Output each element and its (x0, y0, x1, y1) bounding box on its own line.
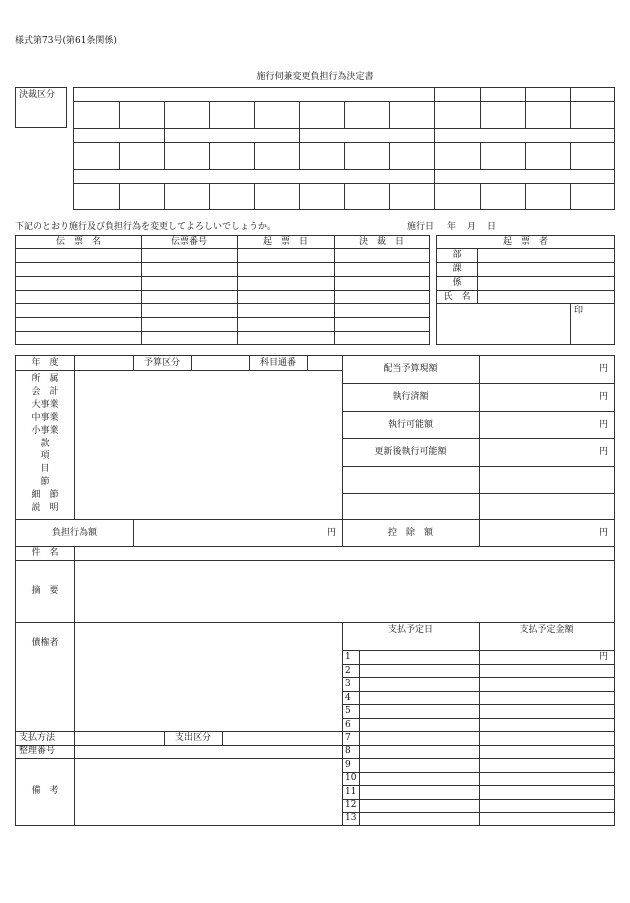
payment-row-2: 2 (345, 665, 351, 676)
executable-amount-label: 執行可能額 (387, 420, 433, 430)
payment-row-8: 8 (345, 746, 351, 756)
remarks-input[interactable] (74, 758, 341, 825)
execution-date-year: 年 (447, 222, 457, 232)
payment-row-3: 3 (345, 678, 351, 689)
budget-item-major-project: 大事業 (31, 399, 59, 410)
creditor-label: 債権者 (31, 638, 59, 648)
payment-row-7: 7 (345, 732, 351, 743)
subject-serial-label: 科目通番 (259, 357, 296, 368)
voucher-header-draft-date: 起 票 日 (262, 236, 308, 247)
payment-row-13: 13 (345, 813, 357, 823)
subject-input[interactable] (74, 547, 614, 560)
budget-item-affiliation: 所 属 (31, 374, 59, 384)
budget-item-accounting: 会 計 (31, 386, 59, 397)
payment-method-label: 支払方法 (19, 732, 56, 743)
burden-amount-currency[interactable]: 円 (326, 527, 336, 538)
execution-date-label: 施行日 (407, 222, 435, 232)
payment-row-12: 12 (345, 800, 357, 810)
drafter-dept: 部 (452, 250, 462, 260)
voucher-header-number: 伝票番号 (170, 236, 207, 247)
budget-item-medium-project: 中事業 (31, 412, 59, 423)
budget-item-moku: 目 (40, 464, 50, 475)
drafter-header: 起 票 者 (502, 236, 548, 247)
voucher-header-name: 伝 票 名 (55, 236, 101, 247)
subject-label: 件 名 (31, 548, 59, 558)
executed-amount-currency[interactable]: 円 (598, 392, 608, 402)
deduction-label: 控 除 額 (387, 527, 433, 538)
payment-row-6: 6 (345, 719, 351, 730)
payment-amount-header: 支払予定金額 (519, 624, 574, 635)
request-text: 下記のとおり施行及び負担行為を変更してよろしいでしょうか。 (15, 222, 277, 232)
budget-section (15, 355, 615, 547)
drafter-section: 課 (452, 264, 462, 274)
allocated-budget-currency[interactable]: 円 (598, 364, 608, 374)
allocated-budget-label: 配当予算現額 (383, 364, 438, 374)
voucher-header-approval-date: 決 裁 日 (358, 236, 404, 247)
summary-label: 摘 要 (31, 586, 59, 596)
fiscal-year-label: 年 度 (31, 357, 59, 368)
drafter-box (436, 235, 615, 345)
drafter-name-label: 氏 名 (443, 291, 471, 302)
expenditure-category-label: 支出区分 (174, 732, 211, 743)
payment-row-9: 9 (345, 759, 351, 770)
executed-amount-label: 執行済額 (392, 392, 429, 402)
summary-input[interactable] (74, 561, 614, 622)
seal-label: 印 (574, 306, 584, 316)
payment-row-4: 4 (345, 692, 351, 703)
budget-item-minor-project: 小事業 (31, 425, 59, 436)
updated-executable-amount-currency[interactable]: 円 (598, 447, 608, 457)
payment-row-5: 5 (345, 705, 351, 716)
burden-amount-label: 負担行為額 (51, 527, 97, 538)
budget-item-kou: 項 (40, 451, 50, 462)
executable-amount-currency[interactable]: 円 (598, 420, 608, 430)
voucher-table (15, 235, 430, 345)
payment-row-1-currency[interactable]: 円 (598, 651, 608, 662)
approval-grid[interactable] (73, 87, 615, 210)
approval-label: 決裁区分 (19, 90, 56, 100)
budget-item-sub-setsu: 細 節 (31, 490, 59, 501)
payment-row-10: 10 (345, 773, 357, 783)
form-number: 様式第73号(第61条関係) (15, 36, 117, 46)
budget-item-kan: 款 (40, 438, 50, 449)
deduction-currency[interactable]: 円 (598, 527, 608, 538)
budget-item-setsu: 節 (40, 477, 50, 488)
creditor-input[interactable] (74, 623, 341, 730)
execution-date-day: 日 (487, 222, 497, 232)
form-title: 施行伺兼変更負担行為決定書 (256, 72, 374, 82)
budget-item-description: 説 明 (31, 503, 59, 514)
payment-date-header: 支払予定日 (387, 624, 433, 635)
budget-category-label: 予算区分 (143, 357, 180, 368)
drafter-unit: 係 (452, 278, 462, 288)
execution-date-month: 月 (467, 222, 477, 232)
reference-number-label: 整理番号 (19, 746, 56, 756)
updated-executable-amount-label: 更新後執行可能額 (374, 447, 447, 457)
remarks-label: 備 考 (31, 786, 59, 796)
payment-row-1: 1 (345, 651, 351, 662)
payment-row-11: 11 (345, 786, 357, 797)
approval-label-box (15, 87, 67, 128)
